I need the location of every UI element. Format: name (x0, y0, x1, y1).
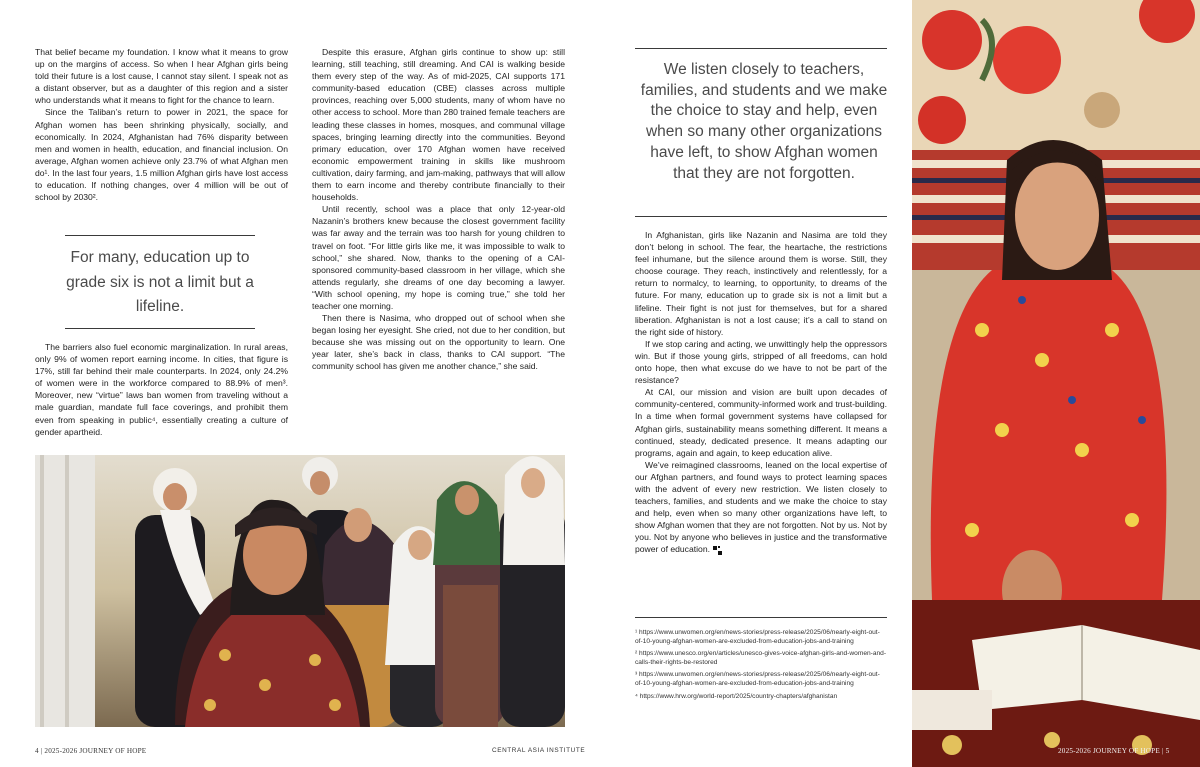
paragraph: Since the Taliban’s return to power in 2021, the space for Afghan women has been shrinking physically, socially, and economically. In 2024, Afghanistan had 76% disparity between men and women in health, education, and financial inclusion. On average, Afghan women achieve only 23.7% of what Afghan men do¹. In the last four years, 1.5 million Afghan girls have lost access to education. If nothing changes, over 4 million will be out of school by 2030². (35, 107, 288, 203)
paragraph-text: We’ve reimagined classrooms, leaned on the local expertise of our Afghan partners, and found ways to protect learning spaces with the advent of every new restriction. We listen closely to teachers, families, and students and we make the choice to stay and help, even when so many other organizations have left, to show Afghan women that they are not forgotten. Not by us. Not by you. Not by anyone who believes in justice and the transformative power of education. (635, 459, 887, 555)
paragraph: If we stop caring and acting, we unwittingly help the oppressors win. But if those young girls, stripped of all freedoms, can hold onto hope, then what excuse do we have to not be part of the resistance? (635, 338, 887, 386)
pull-quote-rule-top (65, 235, 255, 236)
paragraph: At CAI, our mission and vision are built upon decades of community-centered, community-informed work and trust-building. In a time when formal government systems have collapsed for Afghan girls, sustainability means something different. It means a continued, steady, dedicated presence. It means adapting our programs, again and again, to keep education alive. (635, 387, 887, 458)
footnote: ² https://www.unesco.org/en/articles/unesco-gives-voice-afghan-girls-and-women-and-calls-their-rights-be-restored (635, 650, 887, 666)
photo-illustration (912, 0, 1200, 767)
photo-illustration (35, 455, 565, 727)
footnote: ³ https://www.unwomen.org/en/news-stories/press-release/2025/06/nearly-eight-out-of-10-young-afghan-women-are-excluded-from-education-jobs-and-training (635, 671, 880, 687)
footer-center: CENTRAL ASIA INSTITUTE (492, 747, 586, 754)
end-mark-icon (713, 546, 722, 555)
pull-quote-rule-bottom (65, 328, 255, 329)
footer-left: 4 | 2025-2026 JOURNEY OF HOPE (35, 747, 147, 755)
footer-right: 2025-2026 JOURNEY OF HOPE | 5 (1058, 747, 1170, 755)
photo-afghan-girls-group (35, 455, 565, 727)
pull-quote-rule-bottom (635, 216, 887, 217)
paragraph: Until recently, school was a place that only 12-year-old Nazanin’s brothers knew because the closest government facility was far away and the terrain was too harsh for young children to travel on foot. “For little girls like me, it was impossible to walk to school,” she shared. Now, thanks to the opening of a CAI-sponsored community-based classroom in her village, which she attends regularly, she dreams of one day becoming a lawyer. “With school opening, my hope is coming true,” she told her teacher one morning. (312, 204, 565, 311)
paragraph: Despite this erasure, Afghan girls continue to show up: still learning, still teaching, still dreaming. And CAI is walking beside them every step of the way. As of mid-2025, CAI supports 171 community-based education (CBE) classes across multiple provinces, reaching over 5,000 students, many of whom have no other access to school. More than 280 trained female teachers are leading these classes in homes, mosques, and communal village spaces, bringing learning directly into the communities. Beyond primary education, over 170 Afghan women have received economic empowerment training in skills like mushroom cultivation, dairy farming, and jam-making, pathways that will allow them to earn income and thereby contribute financially to their households. (312, 47, 565, 203)
footnotes (635, 629, 887, 705)
left-column-1 (35, 46, 288, 203)
paragraph (635, 459, 887, 556)
left-column-2 (312, 46, 565, 373)
right-column (635, 229, 887, 556)
paragraph: That belief became my foundation. I know what it means to grow up on the margins of access. So when I hear Afghan girls being told their future is a lost cause, I cannot stay silent. I speak not as a distant observer, but as a daughter of this region and a sister who understands what it means to fight for the chance to learn. (35, 47, 288, 106)
pull-quote-right: We listen closely to teachers, families, and students and we make the choice to stay and help, even when so many other organizations have left, to show Afghan women that they are not forgotten. (640, 61, 888, 182)
footnote: ¹ https://www.unwomen.org/en/news-stories/press-release/2025/06/nearly-eight-out-of-10-young-afghan-women-are-excluded-from-education-jobs-and-training (635, 629, 880, 645)
left-column-1-bottom (35, 341, 288, 438)
pull-quote-rule-top (635, 48, 887, 49)
paragraph: In Afghanistan, girls like Nazanin and Nasima are told they don’t belong in school. The fear, the heartache, the restrictions feel inhumane, but the silence around them is worse. Still, they choose courage. They reach, instinctively and relentlessly, for a return to normalcy, to learning, to opportunity, to dreams of the future. For many, education up to grade six is not a limit but a lifeline. Their fight is not just for themselves, but for a shared liberation. Afghanistan is not a lost cause; it’s a call to stand on the right side of history. (635, 230, 887, 337)
paragraph: The barriers also fuel economic marginalization. In rural areas, only 9% of women report earning income. In cities, that figure is 17%, still far behind their male counterparts. In 2024, only 24.2% of women were in the workforce compared to 88.9% of men³. Moreover, new “virtue” laws ban women from traveling without a male guardian, mandate full face coverings, and prohibit them even from speaking in public⁴, essentially creating a culture of gender apartheid. (35, 342, 288, 437)
photo-girl-reading (912, 0, 1200, 767)
footnotes-rule (635, 617, 887, 618)
footnote: ⁴ https://www.hrw.org/world-report/2025/country-chapters/afghanistan (635, 692, 838, 700)
pull-quote-left: For many, education up to grade six is not a limit but a lifeline. (66, 249, 254, 315)
paragraph: Then there is Nasima, who dropped out of school when she began losing her eyesight. She cried, not due to her condition, but because she was missing out on the opportunity to learn. One year later, she’s back in class, thanks to CAI support. “The community school has given me another chance,” she said. (312, 313, 565, 372)
